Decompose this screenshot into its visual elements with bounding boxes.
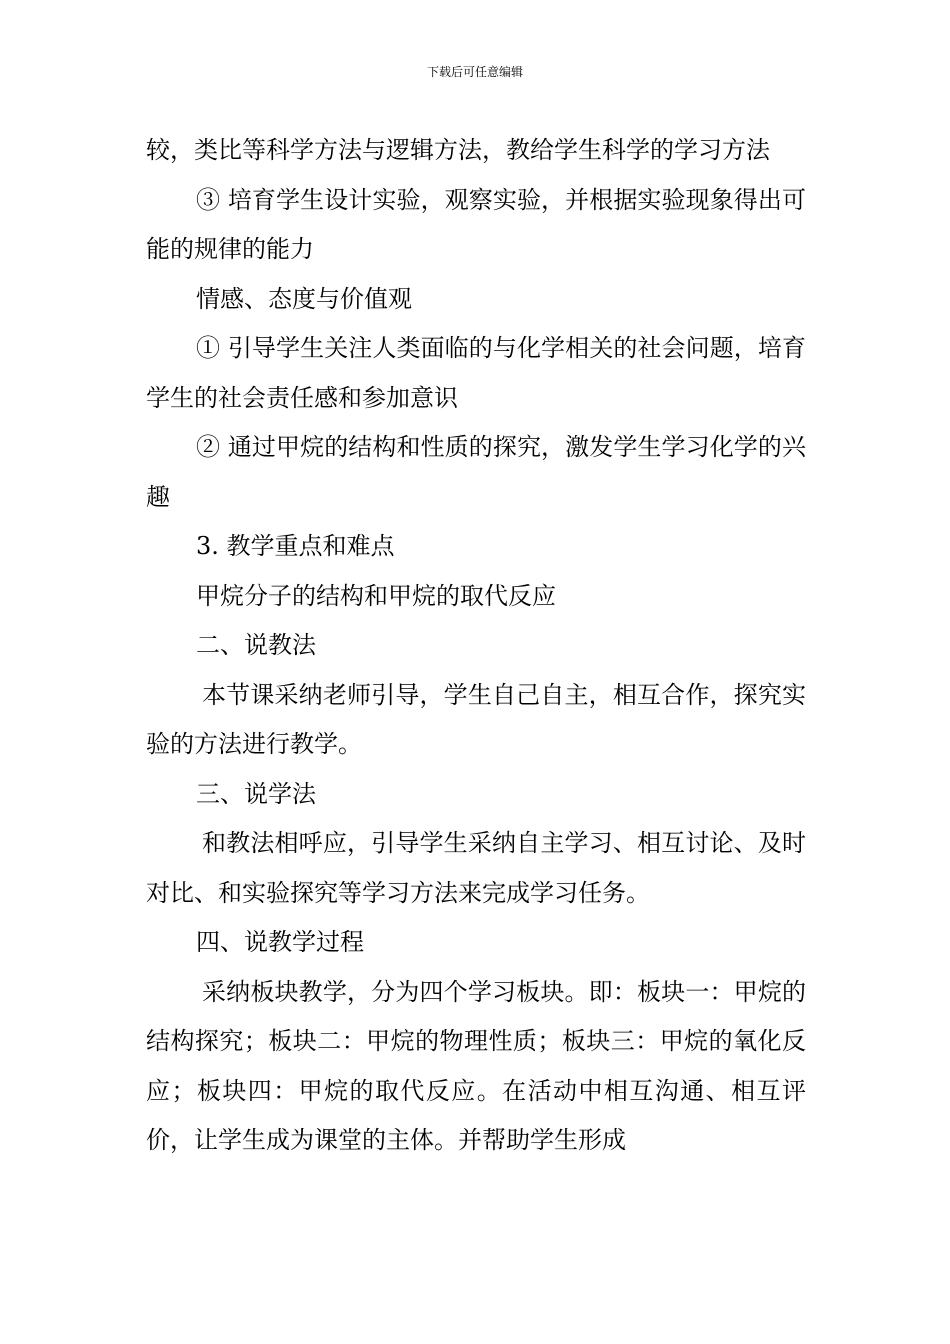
section-heading-learning-method: 三、说学法 <box>196 779 316 808</box>
paragraph-key-points: 甲烷分子的结构和甲烷的取代反应 <box>196 581 556 610</box>
paragraph-emotion-heading: 情感、态度与价值观 <box>196 284 412 313</box>
section-heading-teaching-process: 四、说教学过程 <box>196 928 364 956</box>
document-body <box>146 126 806 1166</box>
paragraph-objective-3: ③ 培育学生设计实验，观察实验，并根据实验现象得出可能的规律的能力 <box>146 185 806 263</box>
paragraph-methods-continued: 较，类比等科学方法与逻辑方法，教给学生科学的学习方法 <box>146 136 770 164</box>
paragraph-key-points-heading: 3. 教学重点和难点 <box>196 532 395 560</box>
paragraph-emotion-1: ① 引导学生关注人类面临的与化学相关的社会问题，培育学生的社会责任感和参加意识 <box>146 334 806 412</box>
paragraph-learning-method: 和教法相呼应，引导学生采纳自主学习、相互讨论、及时对比、和实验探究等学习方法来完成学习任务。 <box>146 829 806 907</box>
section-heading-teaching-method: 二、说教法 <box>196 631 316 659</box>
page-header-note: 下载后可任意编辑 <box>426 65 523 79</box>
paragraph-emotion-2: ② 通过甲烷的结构和性质的探究，激发学生学习化学的兴趣 <box>146 433 806 511</box>
paragraph-teaching-process: 采纳板块教学，分为四个学习板块。即：板块一：甲烷的结构探究；板块二：甲烷的物理性质；板块三：甲烷的氧化反应；板块四：甲烷的取代反应。在活动中相互沟通、相互评价，让学生成为课堂的主体。并帮助学生形成 <box>146 977 806 1154</box>
paragraph-teaching-method: 本节课采纳老师引导，学生自己自主，相互合作，探究实验的方法进行教学。 <box>146 680 806 758</box>
